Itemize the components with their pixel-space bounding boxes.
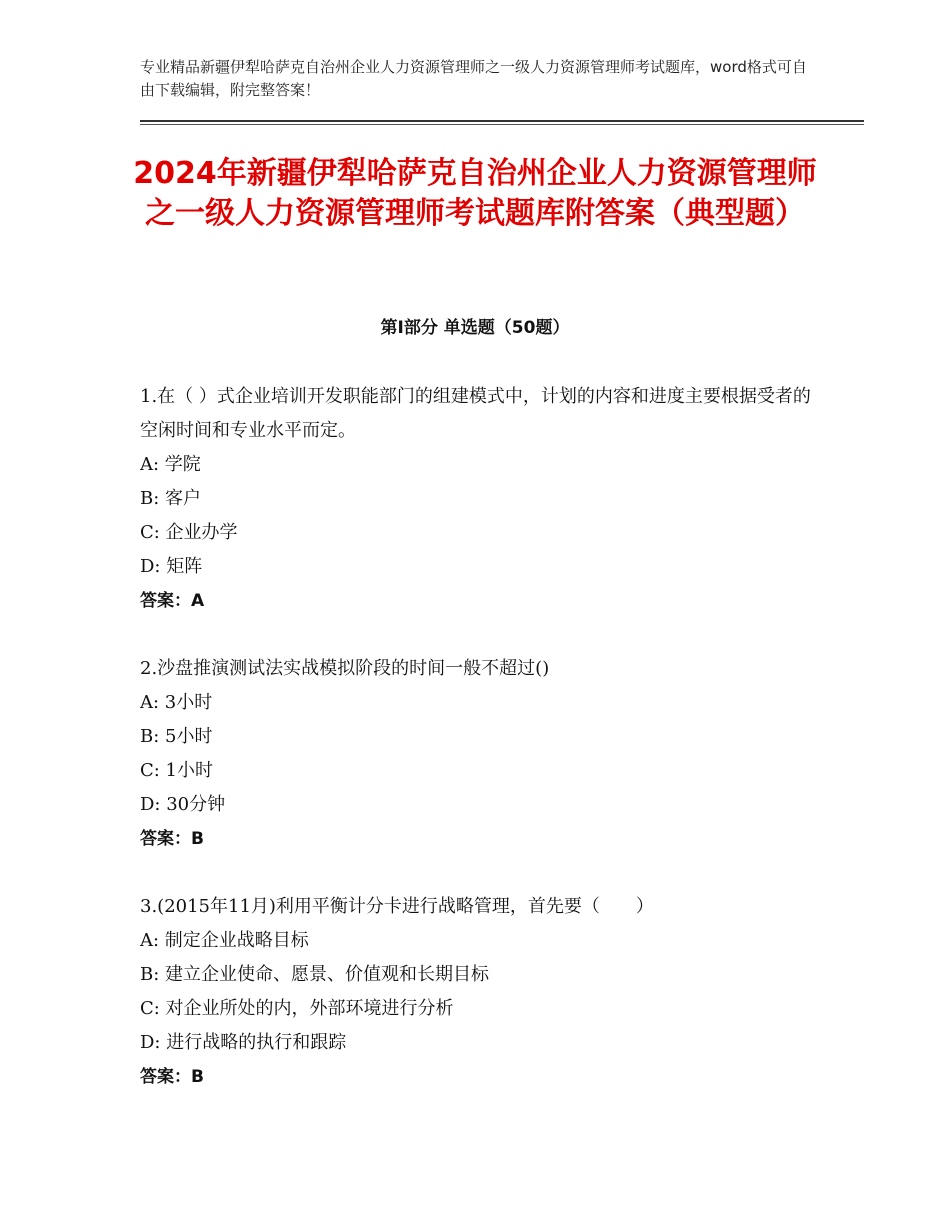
header-note: 专业精品新疆伊犁哈萨克自治州企业人力资源管理师之一级人力资源管理师考试题库，word格式可自由下载编辑，附完整答案！ [140,58,807,99]
option-c: C: 对企业所处的内，外部环境进行分析 [140,998,454,1019]
answer: 答案：B [140,1067,204,1087]
option-d: D: 矩阵 [140,556,203,577]
question-list [140,380,820,1128]
question-2 [140,652,820,856]
question-stem: 3.(2015年11月)利用平衡计分卡进行战略管理，首先要（ ） [140,896,654,917]
option-a: A: 制定企业战略目标 [140,930,309,951]
question-1 [140,380,820,618]
option-c: C: 企业办学 [140,522,238,543]
option-d: D: 30分钟 [140,794,226,815]
option-a: A: 3小时 [140,692,213,713]
option-b: B: 5小时 [140,726,213,747]
header-rule-thin [140,124,864,125]
option-a: A: 学院 [140,454,201,475]
answer: 答案：B [140,829,204,849]
option-c: C: 1小时 [140,760,214,781]
question-3 [140,890,820,1094]
section-heading: 第Ⅰ部分 单选题（50题） [380,318,570,338]
option-b: B: 客户 [140,488,202,509]
question-stem: 2.沙盘推演测试法实战模拟阶段的时间一般不超过() [140,658,550,679]
option-b: B: 建立企业使命、愿景、价值观和长期目标 [140,964,490,985]
header-rule-thick [140,120,864,122]
option-d: D: 进行战略的执行和跟踪 [140,1032,347,1053]
question-stem: 1.在（ ）式企业培训开发职能部门的组建模式中，计划的内容和进度主要根据受者的空闲时间和专业水平而定。 [140,386,811,441]
answer: 答案：A [140,591,205,611]
document-title: 2024年新疆伊犁哈萨克自治州企业人力资源管理师之一级人力资源管理师考试题库附答案（典型题） [133,156,817,231]
